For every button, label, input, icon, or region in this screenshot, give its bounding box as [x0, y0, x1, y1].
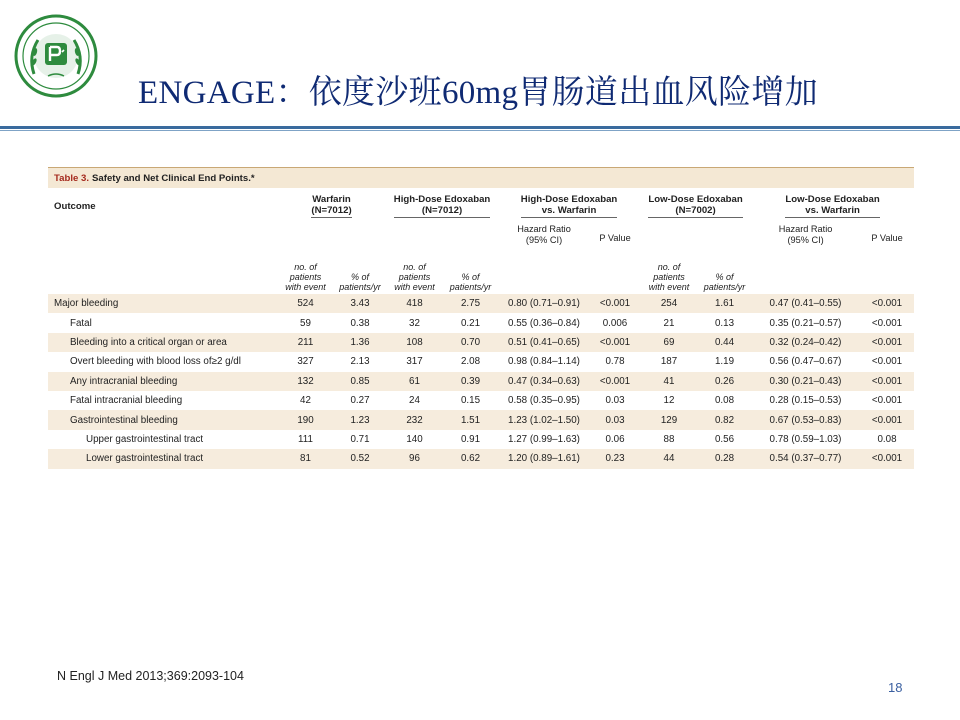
cell-ld-p: <0.001 [860, 352, 914, 371]
title-divider-thin [0, 130, 960, 131]
cell-outcome: Overt bleeding with blood loss of≥2 g/dl [48, 352, 277, 371]
title-divider [0, 126, 960, 129]
table-label: Table 3. [54, 172, 90, 184]
header-high-dose-vs-warfarin: High-Dose Edoxaban vs. Warfarin [520, 194, 618, 216]
cell-w-n: 190 [277, 410, 334, 429]
cell-w-n: 327 [277, 352, 334, 371]
cell-ld-pct: 0.26 [698, 372, 751, 391]
cell-outcome: Any intracranial bleeding [48, 372, 277, 391]
cell-w-pct: 0.27 [334, 391, 386, 410]
header-p-value-ld: P Value [871, 232, 903, 243]
table-row [48, 333, 914, 352]
cell-w-n: 132 [277, 372, 334, 391]
cell-outcome: Major bleeding [48, 294, 277, 313]
cell-outcome: Fatal [48, 313, 277, 332]
cell-outcome: Gastrointestinal bleeding [48, 410, 277, 429]
header-hd-pct: % of patients/yr [449, 272, 492, 292]
cell-hd-n: 140 [386, 430, 443, 449]
page-number: 18 [888, 680, 903, 695]
cell-ld-n: 12 [640, 391, 698, 410]
cell-w-n: 81 [277, 449, 334, 468]
cell-hd-hr: 1.27 (0.99–1.63) [498, 430, 590, 449]
cell-hd-pct: 1.51 [443, 410, 498, 429]
header-high-dose-edoxaban: High-Dose Edoxaban (N=7012) [393, 194, 491, 216]
cell-ld-pct: 0.08 [698, 391, 751, 410]
table-body [48, 294, 914, 469]
header-w-n: no. of patients with event [285, 262, 326, 292]
cell-w-n: 59 [277, 313, 334, 332]
table-row [48, 430, 914, 449]
cell-hd-hr: 0.51 (0.41–0.65) [498, 333, 590, 352]
cell-w-pct: 0.71 [334, 430, 386, 449]
cell-ld-hr: 0.35 (0.21–0.57) [751, 313, 860, 332]
cell-hd-pct: 0.21 [443, 313, 498, 332]
cell-ld-n: 187 [640, 352, 698, 371]
cell-w-n: 211 [277, 333, 334, 352]
header-p-value-hd: P Value [599, 232, 631, 243]
cell-hd-p: <0.001 [590, 294, 640, 313]
cell-w-n: 524 [277, 294, 334, 313]
header-hd-n: no. of patients with event [394, 262, 435, 292]
cell-hd-hr: 0.47 (0.34–0.63) [498, 372, 590, 391]
cell-hd-hr: 1.20 (0.89–1.61) [498, 449, 590, 468]
table-header [48, 188, 914, 294]
cell-ld-p: <0.001 [860, 313, 914, 332]
cell-ld-pct: 1.19 [698, 352, 751, 371]
cell-ld-p: <0.001 [860, 391, 914, 410]
cell-hd-hr: 1.23 (1.02–1.50) [498, 410, 590, 429]
cell-ld-p: 0.08 [860, 430, 914, 449]
cell-hd-n: 32 [386, 313, 443, 332]
cell-ld-pct: 0.44 [698, 333, 751, 352]
cell-ld-hr: 0.28 (0.15–0.53) [751, 391, 860, 410]
cell-hd-pct: 2.08 [443, 352, 498, 371]
cell-hd-n: 24 [386, 391, 443, 410]
cell-w-pct: 0.38 [334, 313, 386, 332]
cell-outcome: Lower gastrointestinal tract [48, 449, 277, 468]
cell-w-pct: 0.52 [334, 449, 386, 468]
cell-hd-n: 61 [386, 372, 443, 391]
header-outcome: Outcome [54, 200, 96, 212]
cell-ld-pct: 0.13 [698, 313, 751, 332]
cell-ld-hr: 0.47 (0.41–0.55) [751, 294, 860, 313]
header-low-dose-edoxaban: Low-Dose Edoxaban (N=7002) [648, 194, 743, 216]
table-row [48, 372, 914, 391]
cell-hd-pct: 0.70 [443, 333, 498, 352]
cell-w-n: 111 [277, 430, 334, 449]
cell-hd-p: <0.001 [590, 333, 640, 352]
cell-hd-p: <0.001 [590, 372, 640, 391]
cell-hd-n: 96 [386, 449, 443, 468]
header-ld-n: no. of patients with event [648, 262, 690, 292]
cell-hd-pct: 0.39 [443, 372, 498, 391]
cell-ld-n: 69 [640, 333, 698, 352]
cell-hd-hr: 0.58 (0.35–0.95) [498, 391, 590, 410]
cell-w-n: 42 [277, 391, 334, 410]
table-row [48, 391, 914, 410]
cell-w-pct: 3.43 [334, 294, 386, 313]
cell-hd-pct: 2.75 [443, 294, 498, 313]
cell-hd-n: 108 [386, 333, 443, 352]
table-row [48, 410, 914, 429]
cell-w-pct: 1.23 [334, 410, 386, 429]
cell-hd-p: 0.23 [590, 449, 640, 468]
cell-ld-n: 254 [640, 294, 698, 313]
citation: N Engl J Med 2013;369:2093-104 [57, 669, 244, 683]
cell-ld-hr: 0.30 (0.21–0.43) [751, 372, 860, 391]
cell-w-pct: 2.13 [334, 352, 386, 371]
table-row [48, 313, 914, 332]
table-caption-text: Safety and Net Clinical End Points.* [92, 172, 255, 184]
cell-hd-n: 232 [386, 410, 443, 429]
cell-ld-hr: 0.54 (0.37–0.77) [751, 449, 860, 468]
header-hazard-ratio-ld: Hazard Ratio (95% CI) [778, 224, 833, 245]
cell-ld-n: 88 [640, 430, 698, 449]
cell-hd-hr: 0.55 (0.36–0.84) [498, 313, 590, 332]
table-caption [48, 167, 914, 188]
cell-ld-hr: 0.67 (0.53–0.83) [751, 410, 860, 429]
cell-hd-hr: 0.98 (0.84–1.14) [498, 352, 590, 371]
cell-hd-p: 0.78 [590, 352, 640, 371]
cell-hd-p: 0.03 [590, 391, 640, 410]
cell-ld-n: 21 [640, 313, 698, 332]
table-row [48, 449, 914, 468]
header-warfarin: Warfarin (N=7012) [311, 194, 352, 216]
cell-w-pct: 0.85 [334, 372, 386, 391]
cell-hd-n: 317 [386, 352, 443, 371]
cell-ld-pct: 1.61 [698, 294, 751, 313]
cell-hd-p: 0.06 [590, 430, 640, 449]
cell-hd-hr: 0.80 (0.71–0.91) [498, 294, 590, 313]
header-hazard-ratio-hd: Hazard Ratio (95% CI) [517, 224, 571, 245]
slide-title: ENGAGE：依度沙班60mg胃肠道出血风险增加 [138, 75, 819, 111]
header-w-pct: % of patients/yr [339, 272, 381, 292]
cell-ld-pct: 0.28 [698, 449, 751, 468]
header-low-dose-vs-warfarin: Low-Dose Edoxaban vs. Warfarin [785, 194, 880, 216]
cell-ld-n: 41 [640, 372, 698, 391]
cell-ld-pct: 0.56 [698, 430, 751, 449]
safety-table [48, 167, 914, 469]
cell-ld-p: <0.001 [860, 294, 914, 313]
cell-hd-pct: 0.91 [443, 430, 498, 449]
cell-w-pct: 1.36 [334, 333, 386, 352]
cell-ld-p: <0.001 [860, 449, 914, 468]
cell-hd-p: 0.006 [590, 313, 640, 332]
cell-hd-p: 0.03 [590, 410, 640, 429]
cell-hd-pct: 0.62 [443, 449, 498, 468]
cell-ld-p: <0.001 [860, 333, 914, 352]
cell-ld-p: <0.001 [860, 372, 914, 391]
hospital-logo [14, 14, 98, 98]
cell-ld-n: 129 [640, 410, 698, 429]
cell-hd-pct: 0.15 [443, 391, 498, 410]
cell-outcome: Fatal intracranial bleeding [48, 391, 277, 410]
table-row [48, 294, 914, 313]
cell-outcome: Bleeding into a critical organ or area [48, 333, 277, 352]
cell-ld-pct: 0.82 [698, 410, 751, 429]
header-ld-pct: % of patients/yr [703, 272, 746, 292]
cell-ld-p: <0.001 [860, 410, 914, 429]
cell-ld-hr: 0.32 (0.24–0.42) [751, 333, 860, 352]
table-row [48, 352, 914, 371]
cell-outcome: Upper gastrointestinal tract [48, 430, 277, 449]
cell-ld-n: 44 [640, 449, 698, 468]
hospital-logo-emblem-icon [14, 14, 98, 98]
cell-hd-n: 418 [386, 294, 443, 313]
cell-ld-hr: 0.56 (0.47–0.67) [751, 352, 860, 371]
cell-ld-hr: 0.78 (0.59–1.03) [751, 430, 860, 449]
